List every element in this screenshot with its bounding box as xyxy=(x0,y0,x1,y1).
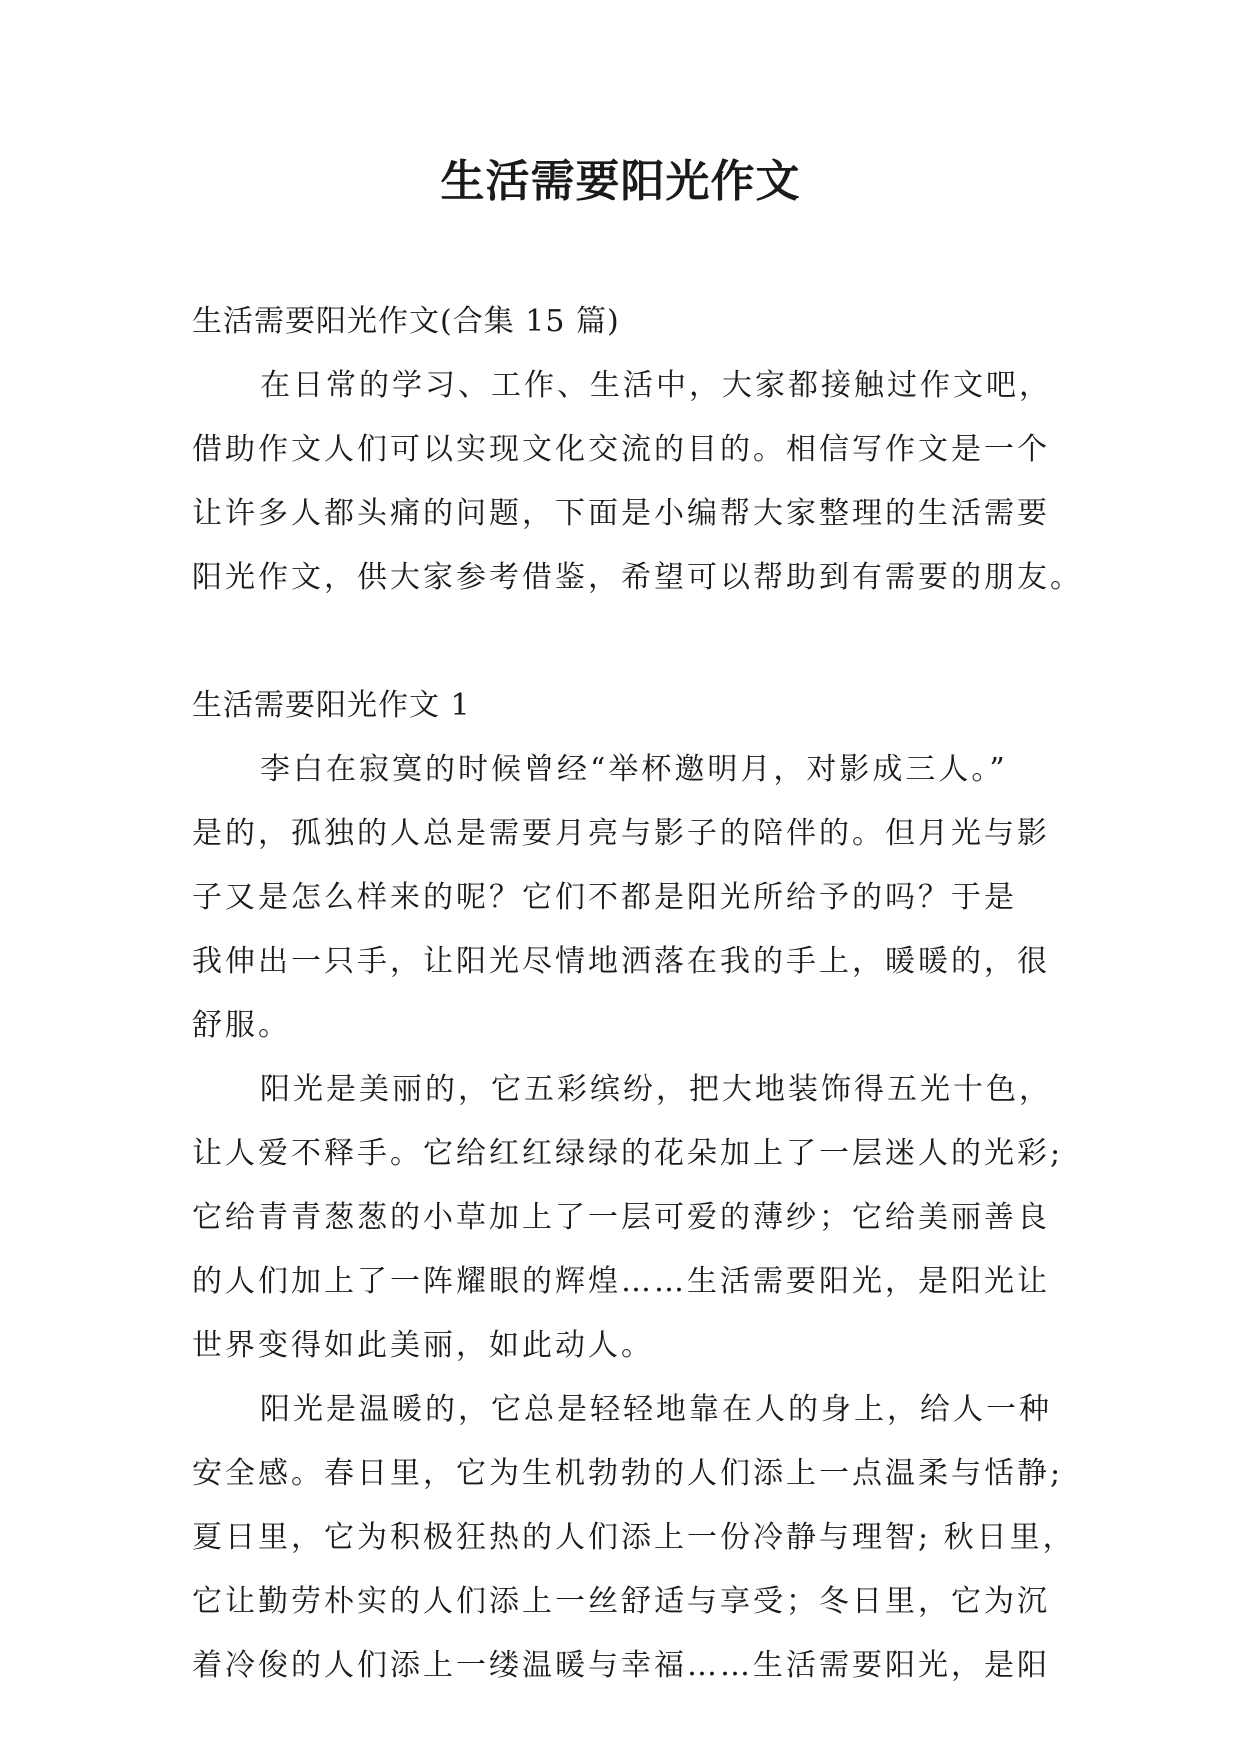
paragraph-line: 阳光是美丽的，它五彩缤纷，把大地装饰得五光十色， xyxy=(260,1072,1052,1107)
paragraph-line: 借助作文人们可以实现文化交流的目的。相信写作文是一个 xyxy=(192,432,1050,467)
paragraph-line: 夏日里，它为积极狂热的人们添上一份冷静与理智; 秋日里， xyxy=(192,1520,1076,1555)
document-body xyxy=(192,290,1083,1698)
paragraph-line: 李白在寂寞的时候曾经“举杯邀明月，对影成三人。” xyxy=(260,752,1008,787)
paragraph-line: 安全感。春日里，它为生机勃勃的人们添上一点温柔与恬静; xyxy=(192,1456,1064,1491)
paragraph-line: 子又是怎么样来的呢？它们不都是阳光所给予的吗？于是 xyxy=(192,880,1017,915)
paragraph-line: 它给青青葱葱的小草加上了一层可爱的薄纱；它给美丽善良 xyxy=(192,1200,1050,1235)
paragraph-line: 它让勤劳朴实的人们添上一丝舒适与享受；冬日里，它为沉 xyxy=(192,1584,1050,1619)
essay-heading: 生活需要阳光作文 1 xyxy=(192,688,471,723)
paragraph-line: 是的，孤独的人总是需要月亮与影子的陪伴的。但月光与影 xyxy=(192,816,1050,851)
intro-paragraph xyxy=(192,354,1083,610)
paragraph-line: 舒服。 xyxy=(192,1008,291,1043)
paragraph-line: 让人爱不释手。它给红红绿绿的花朵加上了一层迷人的光彩; xyxy=(192,1136,1064,1171)
essay-paragraph-3 xyxy=(192,1378,1076,1698)
paragraph-line: 阳光作文，供大家参考借鉴，希望可以帮助到有需要的朋友。 xyxy=(192,560,1083,595)
document-title: 生活需要阳光作文 xyxy=(440,156,801,207)
intro-heading: 生活需要阳光作文(合集 15 篇) xyxy=(192,304,620,339)
essay-paragraph-1 xyxy=(192,738,1062,1058)
paragraph-line: 世界变得如此美丽，如此动人。 xyxy=(192,1328,654,1363)
paragraph-line: 让许多人都头痛的问题，下面是小编帮大家整理的生活需要 xyxy=(192,496,1050,531)
section-spacer xyxy=(192,610,1062,674)
paragraph-line: 阳光是温暖的，它总是轻轻地靠在人的身上，给人一种 xyxy=(260,1392,1052,1427)
essay-paragraph-2 xyxy=(192,1058,1062,1378)
paragraph-line: 在日常的学习、工作、生活中，大家都接触过作文吧， xyxy=(260,368,1052,403)
paragraph-line: 着冷俊的人们添上一缕温暖与幸福……生活需要阳光，是阳 xyxy=(192,1648,1050,1683)
paragraph-line: 我伸出一只手，让阳光尽情地洒落在我的手上，暖暖的，很 xyxy=(192,944,1050,979)
paragraph-line: 的人们加上了一阵耀眼的辉煌……生活需要阳光，是阳光让 xyxy=(192,1264,1050,1299)
